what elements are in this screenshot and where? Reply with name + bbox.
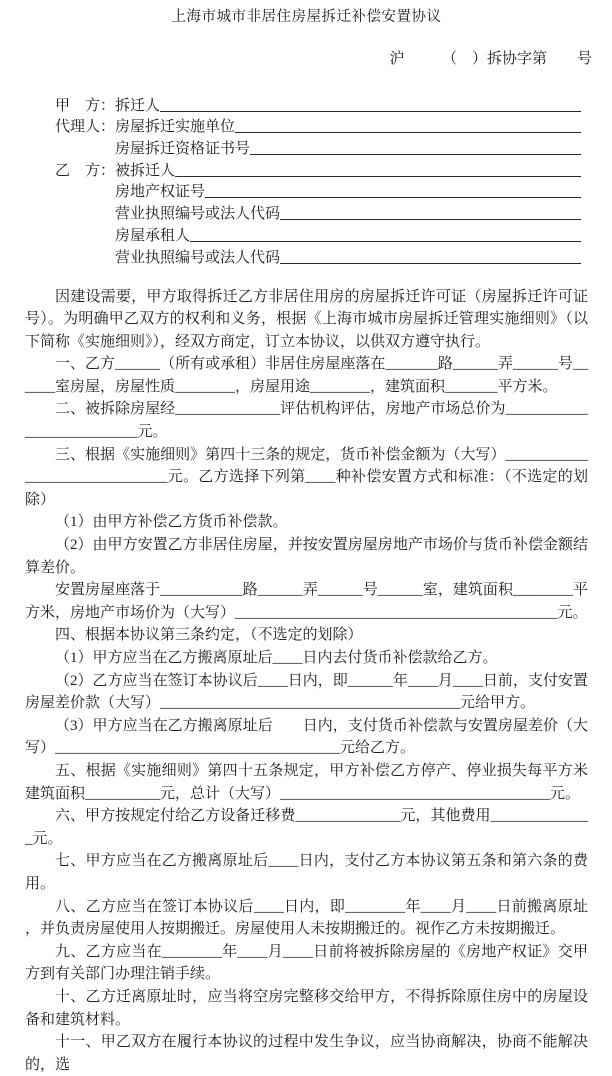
party-label: 代理人： [55, 115, 115, 136]
clause-6: 六、甲方按规定付给乙方设备迁移费______________元，其他费用______________元。 [25, 805, 588, 850]
party-field-label: 房地产权证号 [115, 180, 205, 201]
party-row-qualification-no [55, 136, 581, 158]
party-label: 乙 方： [55, 159, 115, 180]
clause-4-item-2: （2）乙方应当在签订本协议后____日内，即______年____月____日前，支付安置房屋差价款（大写）________________________________________元给甲方。 [25, 670, 588, 715]
clause-5: 五、根据《实施细则》第四十五条规定，甲方补偿乙方停产、停业损失每平方米建筑面积__________元，总计（大写）____________________________________元。 [25, 760, 588, 805]
clause-3: 三、根据《实施细则》第四十三条的规定，货币补偿金额为（大写）______________________________元。乙方选择下列第____种补偿安置方式和标准：（不选定的划除） [25, 444, 588, 512]
blank-underline [280, 219, 581, 220]
clause-3-option-2: （2）由甲方安置乙方非居住房屋，并按安置房屋房地产市场价与货币补偿金额结算差价。 [25, 534, 588, 579]
party-row-agent [55, 115, 581, 137]
blank-underline [190, 241, 581, 242]
party-field-label: 营业执照编号或法人代码 [115, 202, 280, 223]
clause-9: 九、乙方应当在________年____月____日前将被拆除房屋的《房地产权证》交甲方到有关部门办理注销手续。 [25, 941, 588, 986]
parties-block [25, 93, 588, 267]
doc-title: 上海市城市非居住房屋拆迁补偿安置协议 [25, 6, 588, 28]
paragraph-preamble: 因建设需要，甲方取得拆迁乙方非居住用房的房屋拆迁许可证（房屋拆迁许可证号）。为明确甲乙双方的权利和义务，根据《上海市城市房屋拆迁管理实施细则》（以下简称《实施细则》），经双方商定，订立本协议，以供双方遵守执行。 [25, 286, 588, 354]
party-row-demolisher [55, 93, 581, 115]
party-field-label: 房屋拆迁实施单位 [115, 115, 235, 136]
blank-underline [280, 263, 581, 264]
blank-underline [250, 154, 581, 155]
clause-3-option-1: （1）由甲方补偿乙方货币补偿款。 [25, 511, 588, 534]
clause-7: 七、甲方应当在乙方搬离原址后____日内，支付乙方本协议第五条和第六条的费用。 [25, 850, 588, 895]
agreement-body [25, 286, 588, 1076]
blank-underline [175, 176, 581, 177]
clause-8: 八、乙方应当在签订本协议后____日内，即________年____月____日前搬离原址，并负责房屋使用人按期搬迁。房屋使用人未按期搬迁的。视作乙方未按期搬迁。 [25, 896, 588, 941]
party-field-label: 拆迁人 [115, 94, 160, 115]
doc-number-line: 沪 （ ）拆协字第 号 [25, 48, 592, 70]
clause-4-item-3: （3）甲方应当在乙方搬离原址后 日内，支付货币补偿款与安置房屋差价（大写）______________________________________元给乙方。 [25, 715, 588, 760]
party-row-property-cert-no [55, 180, 581, 202]
clause-2: 二、被拆除房屋经______________评估机构评估，房地产市场总价为__________________________元。 [25, 398, 588, 443]
party-field-label: 营业执照编号或法人代码 [115, 246, 280, 267]
party-row-license-no-1 [55, 201, 581, 223]
clause-3-resettlement-detail: 安置房屋座落于___________路______弄______号______室，建筑面积________平方米，房地产市场价为（大写）___________________________________________元。 [25, 579, 588, 624]
party-row-demolishee [55, 158, 581, 180]
party-field-label: 被拆迁人 [115, 159, 175, 180]
clause-11: 十一、甲乙双方在履行本协议的过程中发生争议，应当协商解决，协商不能解决的，选 [25, 1031, 588, 1076]
party-row-license-no-2 [55, 245, 581, 267]
party-label: 甲 方： [55, 94, 115, 115]
party-field-label: 房屋拆迁资格证书号 [115, 137, 250, 158]
party-field-label: 房屋承租人 [115, 224, 190, 245]
party-row-tenant [55, 223, 581, 245]
clause-4: 四、根据本协议第三条约定，（不选定的划除） [25, 624, 588, 647]
blank-underline [235, 132, 581, 133]
blank-underline [160, 111, 581, 112]
clause-1: 一、乙方______（所有或承租）非居住房屋座落在_______路______弄______号______室房屋，房屋性质________，房屋用途________，建筑面积_______平方米。 [25, 353, 588, 398]
blank-underline [205, 197, 581, 198]
clause-10: 十、乙方迁离原址时，应当将空房完整移交给甲方，不得拆除原住房中的房屋设备和建筑材料。 [25, 986, 588, 1031]
clause-4-item-1: （1）甲方应当在乙方搬离原址后____日内去付货币补偿款给乙方。 [25, 647, 588, 670]
